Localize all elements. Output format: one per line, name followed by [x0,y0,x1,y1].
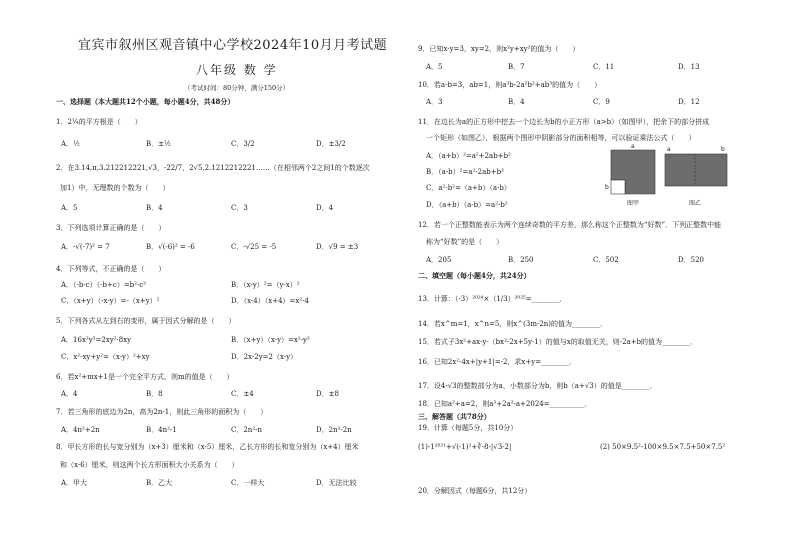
left-column [56,0,426,550]
q6-option-c: C．±4 [231,390,254,398]
q4-option-b: B．（x-y）²=（y-x）² [231,281,300,289]
q1-stem: 1．2¼的平方根是（ ） [56,118,142,126]
q18: 18．已知a²+a=2，则a³+2a²-a+2024=__________． [418,400,592,408]
q11-option-d: D．（a+b）（a-b）=a²-b² [426,201,508,209]
q3-stem: 3．下列选项计算正确的是（ ） [56,224,166,232]
q9-option-b: B．7 [508,63,525,71]
q7-option-c: C．2n²-n [231,426,262,434]
right-column [418,0,788,550]
figure-jia-cutout [611,180,625,194]
q1-option-a: A．½ [61,140,80,148]
q12-stem: 12．若一个正整数能表示为两个连续奇数的平方差，那么称这个正整数为“好数”．下列正整数中能 [418,221,722,229]
figure-yi-label-a: a [667,146,671,153]
q7-stem: 7．若三角形的底边为2n，高为2n-1，则此三角形的面积为（ ） [56,408,268,416]
section2-heading: 二、填空题（每小题4分，共24分） [418,271,531,280]
q8-option-a: A．甲大 [61,479,88,487]
q9-option-c: C．11 [593,63,615,71]
q10-stem: 10．若a-b=3，ab=1，则a³b-2a²b²+ab³的值为（ ） [418,81,602,89]
q10-option-c: C．9 [593,98,610,106]
q15: 15．若式子3x²+ax-y-（bx²-2x+5y-1）的值与x的取值无关，则-2a+b的值为________． [418,338,698,346]
q4-option-a: A．（-b-c）（-b+c）=b²-c² [61,281,147,289]
exam-title: 宜宾市叙州区观音镇中心学校2024年10月月考试题 [78,38,388,53]
q9-option-a: A．5 [426,63,443,71]
q19-heading: 19．计算（每题5分，共10分） [418,424,518,432]
q1-option-b: B．±½ [146,140,171,148]
q2-option-d: D．4 [316,204,334,212]
q3-option-b: B．√(-6)² = -6 [146,243,195,251]
q4-stem: 4．下列等式，不正确的是（ ） [56,265,166,273]
q5-option-a: A．16x²y³=2xy²·8xy [61,336,132,344]
q2-option-b: B．4 [146,204,163,212]
q10-option-a: A．3 [426,98,443,106]
figure-yi-caption: 图乙 [689,200,702,207]
q1-option-c: C．3/2 [231,140,255,148]
q4-option-c: C．（x+y）（-x-y）=-（x+y）² [61,297,160,305]
figure-jia-caption: 图甲 [627,200,640,207]
q9-option-d: D．13 [678,63,700,71]
q2-option-c: C．3 [231,204,248,212]
exam-subtitle: 八年级 数 学 [196,63,278,77]
q6-stem: 6．若x²+mx+1是一个完全平方式，则m的值是（ ） [56,373,234,381]
q1-option-d: D．±3/2 [316,140,346,148]
q11-stem-cont: 一个矩形（如图乙），根据两个图形中阴影部分的面积相等，可以验证乘法公式（ ） [426,134,696,142]
q3-option-d: D．√9 = ±3 [316,243,359,251]
q7-option-b: B．4n²-1 [146,426,177,434]
q6-option-d: D．±8 [316,390,339,398]
q3-option-c: C．-√25 = -5 [231,243,277,251]
q3-option-a: A．-√(-7)² = 7 [61,243,110,251]
q10-option-d: D．12 [678,98,700,106]
figure-yi-label-b: b [721,146,725,153]
q13: 13．计算：（-3）²⁰²⁴×（1/3）²⁰²⁵=________． [418,295,567,303]
q11-option-b: B．（a-b）²=a²-2ab+b² [426,168,504,176]
q11-stem: 11．在边长为a的正方形中挖去一个边长为b的小正方形（a>b）（如图甲），把余下的部分拼成 [418,118,710,126]
q5-stem: 5．下列各式从左到右的变形，属于因式分解的是（ ） [56,317,236,325]
q10-option-b: B．4 [508,98,525,106]
q2-option-a: A．5 [61,204,78,212]
q7-option-a: A．4n²+2n [61,426,100,434]
q8-stem-cont: 和（x-6）厘米，则这两个长方形面积大小关系为（ ） [60,461,239,469]
q5-option-b: B．（x+y）（x-y）=x²-y² [231,336,310,344]
q12-option-a: A．205 [426,256,452,264]
q6-option-b: B．8 [146,390,163,398]
q14: 14．若x^m=1，x^n=5，则x^(3m-2n)的值为________． [418,320,608,328]
q19-part1: (1)-1²⁰²¹+√(-1)²+∛-8-|√3-2| [418,443,512,451]
q2-stem-cont: 加1）中，无理数的个数为（ ） [60,184,170,192]
q19-part2: (2) 50×9.5²-100×9.5×7.5+50×7.5² [600,443,726,451]
q12-option-d: D．520 [678,256,704,264]
figure-jia-label-a: a [631,143,635,150]
q6-option-a: A．4 [61,390,78,398]
q17: 17．设4-√3的整数部分为a，小数部分为b，则b（a+√3）的值是________． [418,382,657,390]
q4-option-d: D．（x-4）（x+4）=x²-4 [231,297,309,305]
q2-stem: 2．在3.14,π,3.212212221,√3，-22/7，2√5,2.1212212221……（在相邻两个2之间1的个数逐次 [56,164,370,172]
q16: 16．已知2x²-4x+|y+1|=-2，求x+y=________． [418,358,577,366]
figure-yi-shape [665,154,727,186]
q11-option-c: C．a²-b²=（a+b）（a-b） [426,184,511,192]
q9-stem: 9．已知x-y=3，xy=2，则x²y+xy²的值为（ ） [418,45,580,53]
q12-stem-cont: 称为“好数”的是（ ） [426,238,504,246]
q8-option-b: B．乙大 [146,479,173,487]
q8-option-c: C．一样大 [231,479,265,487]
q12-option-b: B．250 [508,256,534,264]
q7-option-d: D．2n²-2n [316,426,352,434]
q5-option-c: C．x²-xy+y²=（x-y）²+xy [61,353,150,361]
q11-figure [603,142,738,210]
section1-heading: 一、选择题（本大题共12个小题，每小题4分，共48分） [56,97,235,106]
q11-option-a: A．（a+b）²=a²+2ab+b² [426,152,511,160]
q8-option-d: D．无法比较 [316,479,357,487]
exam-meta: （考试时间：80分钟，满分150分） [184,84,290,92]
q8-stem: 8．甲长方形的长与宽分别为（x+3）厘米和（x-5）厘米，乙长方形的长和宽分别为（x+4）厘米 [56,443,359,451]
section3-heading: 三、解答题（共78分） [418,412,491,421]
q12-option-c: C．502 [593,256,619,264]
q5-option-d: D．2x-2y=2（x-y） [231,353,298,361]
q20-heading: 20．分解因式（每题6分，共12分） [418,487,532,495]
figure-jia-label-b: b [605,184,609,191]
